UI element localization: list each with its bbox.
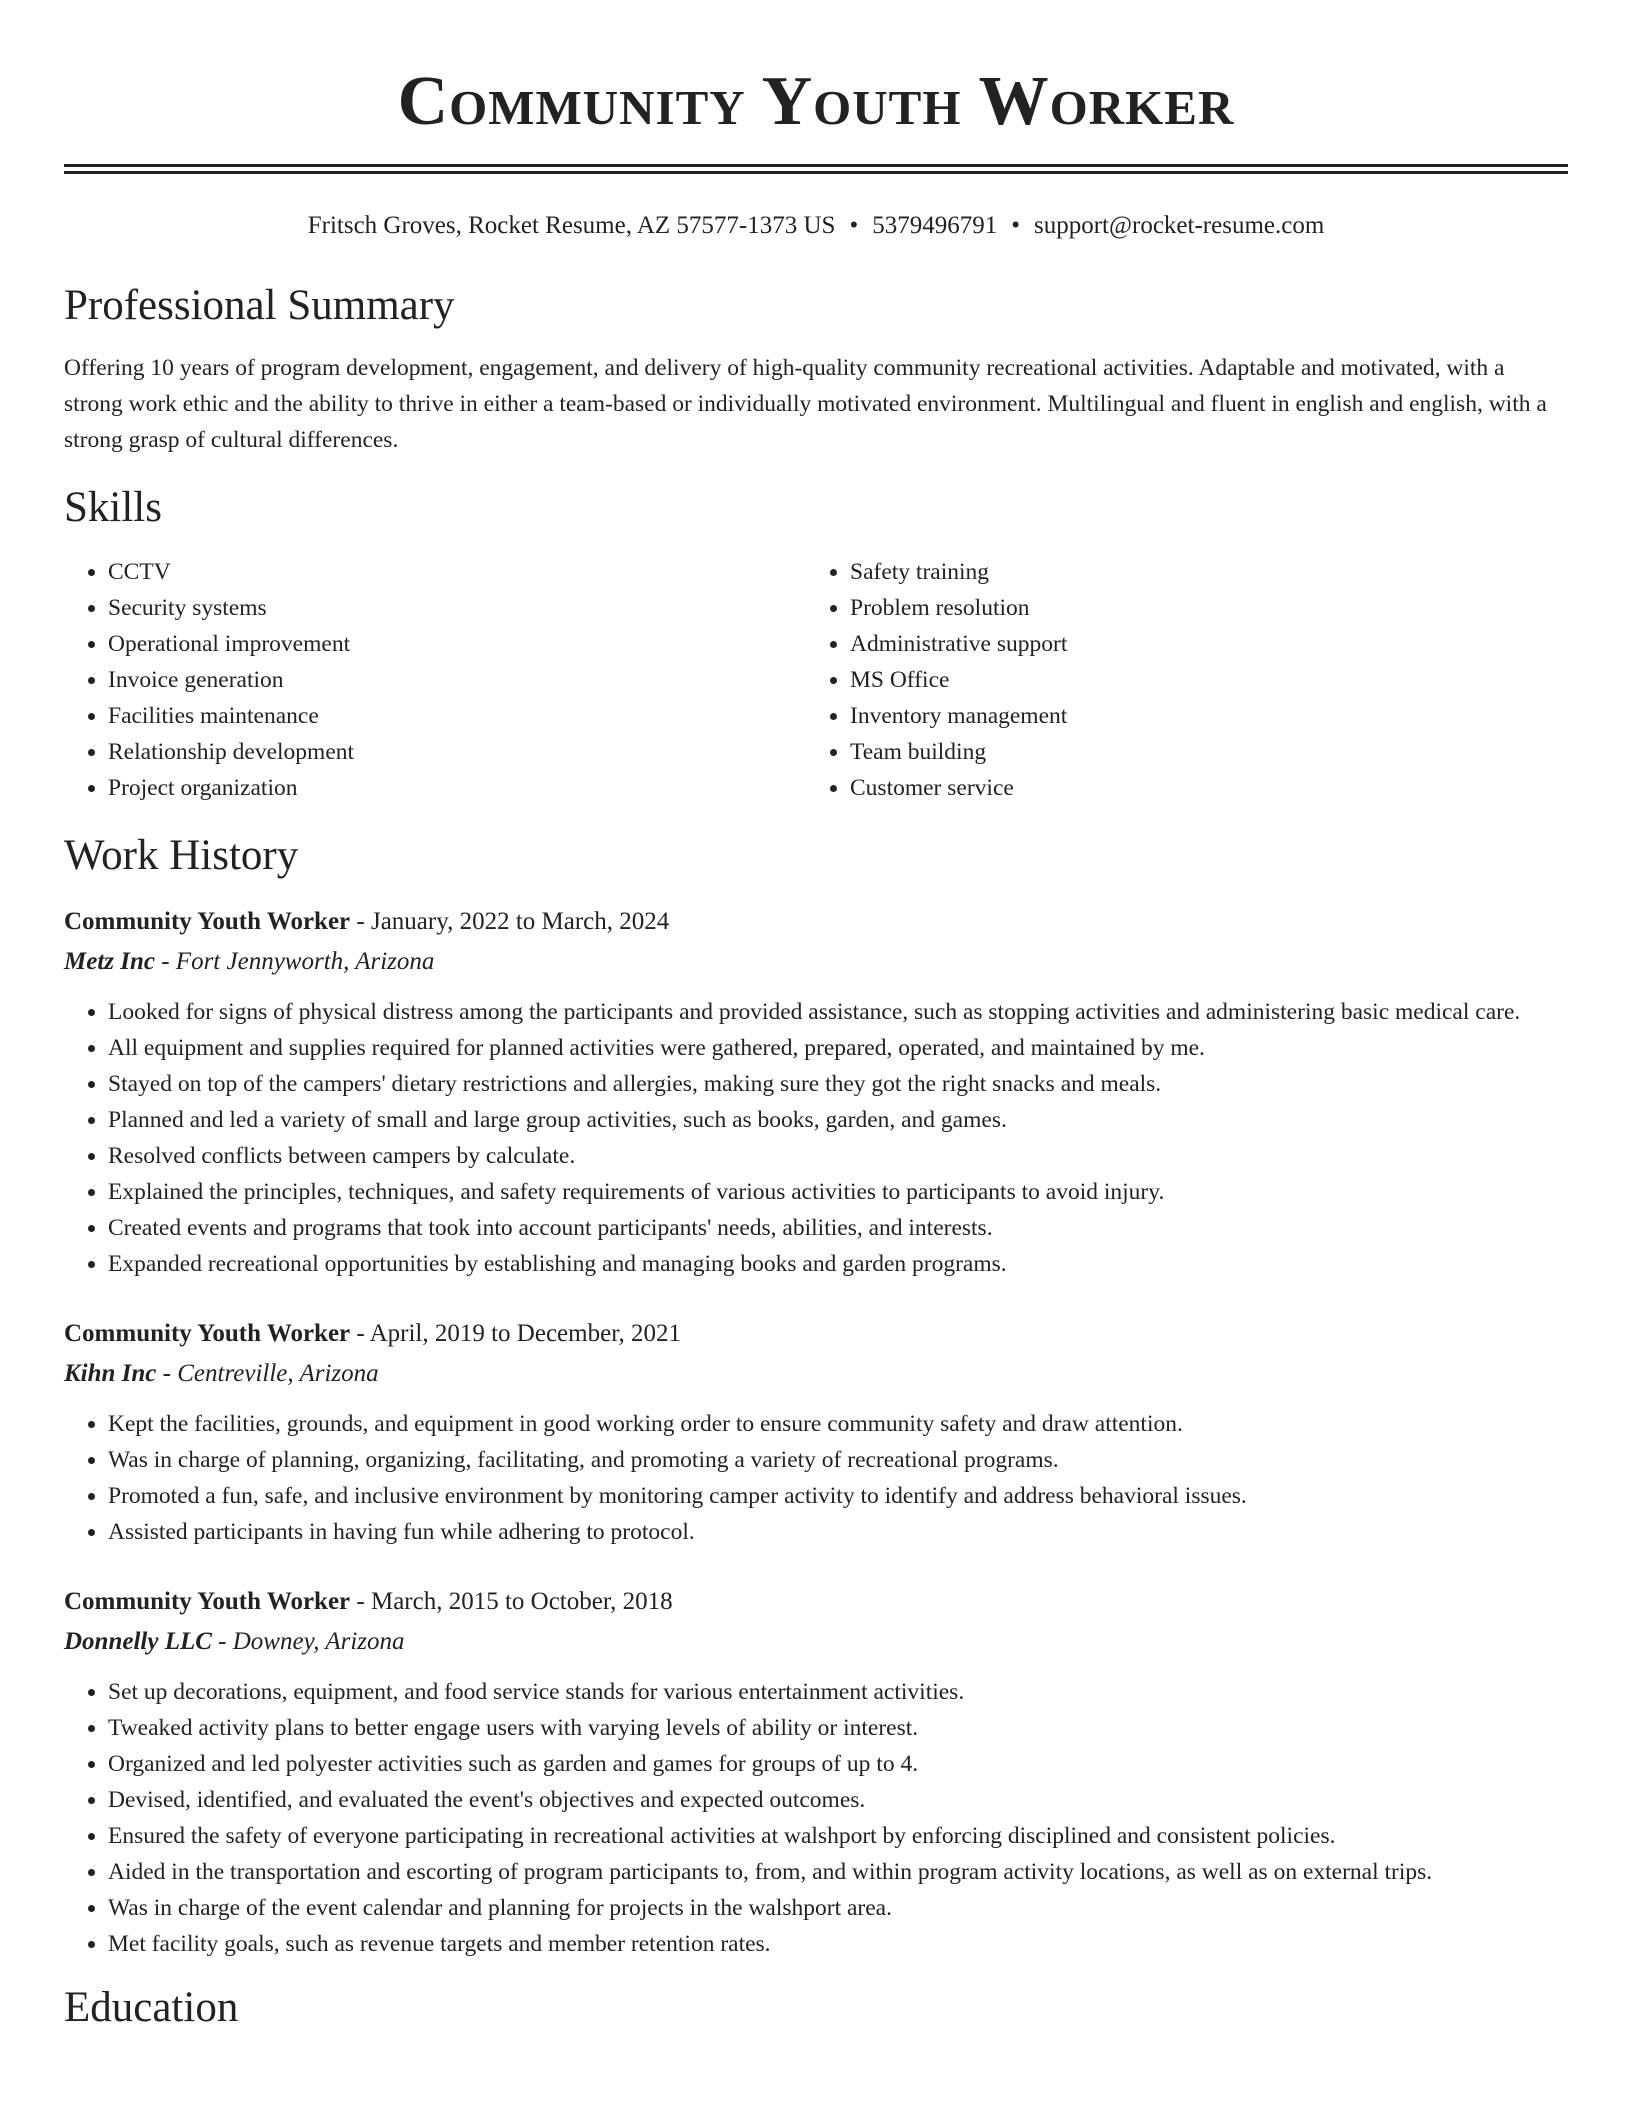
- skill-item: • Project organization: [108, 770, 806, 806]
- job-dates: - March, 2015 to October, 2018: [350, 1588, 673, 1615]
- skill-item: • Operational improvement: [108, 626, 806, 662]
- job-title: Community Youth Worker: [64, 1320, 351, 1347]
- skill-item: • Inventory management: [850, 698, 1548, 734]
- job-bullet: • Kept the facilities, grounds, and equipment in good working order to ensure community safety and draw attention.: [108, 1406, 1568, 1442]
- summary-text: Offering 10 years of program development, engagement, and delivery of high-quality community recreational activities. Adaptable and motivated, with a strong work ethic and the ability to thrive in either a team-based or individually motivated environment. Multilingual and fluent in english and english, with a strong grasp of cultural differences.: [64, 355, 1547, 453]
- job-bullet: • Organized and led polyester activities such as garden and games for groups of up to 4.: [108, 1746, 1568, 1782]
- job-title-line: [64, 1316, 1568, 1352]
- job-bullet: • Planned and led a variety of small and large group activities, such as books, garden, and games.: [108, 1102, 1568, 1138]
- company-location: - Downey, Arizona: [211, 1628, 405, 1655]
- job-bullet: • Explained the principles, techniques, and safety requirements of various activities to participants to avoid injury.: [108, 1174, 1568, 1210]
- job-bullet: • Stayed on top of the campers' dietary restrictions and allergies, making sure they got the right snacks and meals.: [108, 1066, 1568, 1102]
- work-history-heading: Work History: [64, 832, 299, 879]
- summary-heading: Professional Summary: [64, 282, 455, 329]
- contact-separator: •: [1011, 212, 1020, 239]
- job-entry: [64, 904, 1568, 1282]
- job-dates: - April, 2019 to December, 2021: [350, 1320, 682, 1347]
- company-name: Metz Inc: [64, 948, 155, 975]
- company-location: - Centreville, Arizona: [156, 1360, 379, 1387]
- title-divider: [64, 164, 1568, 174]
- skill-item: • Invoice generation: [108, 662, 806, 698]
- job-bullet: • Resolved conflicts between campers by calculate.: [108, 1138, 1568, 1174]
- education-heading: Education: [64, 1984, 239, 2031]
- skill-item: • MS Office: [850, 662, 1548, 698]
- skill-item: • Team building: [850, 734, 1548, 770]
- job-bullet: • All equipment and supplies required for planned activities were gathered, prepared, operated, and maintained by me.: [108, 1030, 1568, 1066]
- skills-list: [64, 554, 1568, 806]
- skills-column-right: [806, 554, 1548, 806]
- company-line: [64, 1624, 1568, 1660]
- company-location: - Fort Jennyworth, Arizona: [154, 948, 435, 975]
- contact-address: Fritsch Groves, Rocket Resume, AZ 57577-1373 US: [307, 212, 836, 239]
- job-bullet: • Was in charge of planning, organizing, facilitating, and promoting a variety of recreational programs.: [108, 1442, 1568, 1478]
- contact-phone: 5379496791: [872, 212, 998, 239]
- company-line: [64, 944, 1568, 980]
- job-bullets: [64, 1406, 1568, 1550]
- skill-item: • Relationship development: [108, 734, 806, 770]
- company-name: Donnelly LLC: [64, 1628, 212, 1655]
- job-bullet: • Looked for signs of physical distress among the participants and provided assistance, such as stopping activities and administering basic medical care.: [108, 994, 1568, 1030]
- job-bullet: • Created events and programs that took into account participants' needs, abilities, and interests.: [108, 1210, 1568, 1246]
- job-bullet: • Set up decorations, equipment, and food service stands for various entertainment activities.: [108, 1674, 1568, 1710]
- skill-item: • Safety training: [850, 554, 1548, 590]
- skill-item: • Security systems: [108, 590, 806, 626]
- job-bullet: • Expanded recreational opportunities by establishing and managing books and garden programs.: [108, 1246, 1568, 1282]
- job-dates: - January, 2022 to March, 2024: [350, 908, 670, 935]
- job-bullet: • Devised, identified, and evaluated the event's objectives and expected outcomes.: [108, 1782, 1568, 1818]
- skill-item: • CCTV: [108, 554, 806, 590]
- skill-item: • Administrative support: [850, 626, 1548, 662]
- skill-item: • Customer service: [850, 770, 1548, 806]
- job-bullets: [64, 994, 1568, 1282]
- company-line: [64, 1356, 1568, 1392]
- resume-title: Community Youth Worker: [397, 63, 1235, 140]
- job-bullet: • Tweaked activity plans to better engage users with varying levels of ability or interest.: [108, 1710, 1568, 1746]
- skills-heading: Skills: [64, 484, 162, 531]
- skills-column-left: [64, 554, 806, 806]
- company-name: Kihn Inc: [64, 1360, 157, 1387]
- job-bullet: • Assisted participants in having fun while adhering to protocol.: [108, 1514, 1568, 1550]
- job-bullets: [64, 1674, 1568, 1962]
- job-bullet: • Ensured the safety of everyone participating in recreational activities at walshport by enforcing disciplined and consistent policies.: [108, 1818, 1568, 1854]
- job-entry: [64, 1316, 1568, 1550]
- job-bullet: • Promoted a fun, safe, and inclusive environment by monitoring camper activity to identify and address behavioral issues.: [108, 1478, 1568, 1514]
- job-title: Community Youth Worker: [64, 1588, 351, 1615]
- job-title: Community Youth Worker: [64, 908, 351, 935]
- job-title-line: [64, 904, 1568, 940]
- job-bullet: • Met facility goals, such as revenue targets and member retention rates.: [108, 1926, 1568, 1962]
- contact-email: support@rocket-resume.com: [1033, 212, 1325, 239]
- job-bullet: • Aided in the transportation and escorting of program participants to, from, and within program activity locations, as well as on external trips.: [108, 1854, 1568, 1890]
- job-bullet: • Was in charge of the event calendar and planning for projects in the walshport area.: [108, 1890, 1568, 1926]
- skill-item: • Facilities maintenance: [108, 698, 806, 734]
- job-entry: [64, 1584, 1568, 1962]
- contact-separator: •: [849, 212, 859, 239]
- contact-line: [64, 210, 1568, 242]
- skill-item: • Problem resolution: [850, 590, 1548, 626]
- job-title-line: [64, 1584, 1568, 1620]
